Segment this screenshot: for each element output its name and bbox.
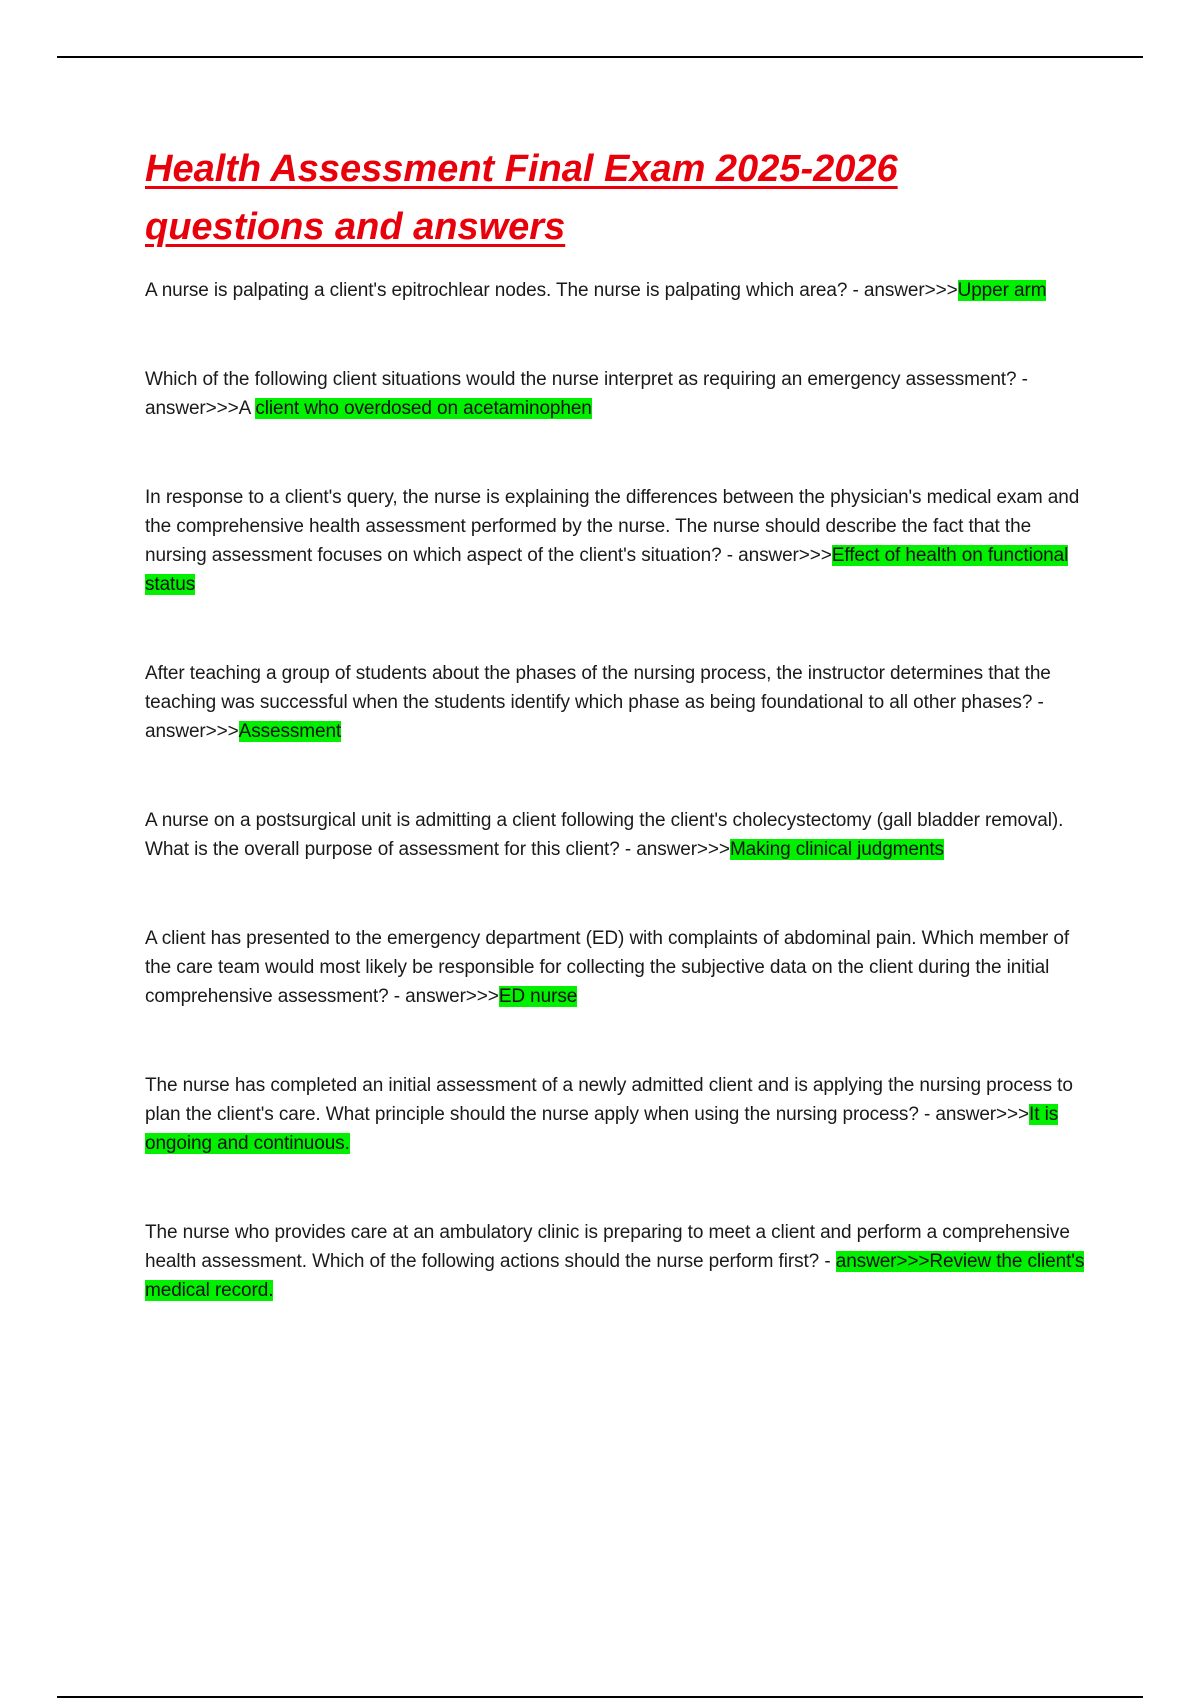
title-line-1: Health Assessment Final Exam 2025-2026	[145, 148, 898, 190]
qa-item	[145, 924, 1095, 1011]
question-text: Which of the following client situations would the nurse interpret as requiring an emergency assessment?	[145, 369, 1017, 390]
question-text: The nurse who provides care at an ambulatory clinic is preparing to meet a client and perform a comprehensive health assessment. Which of the following actions should the nurse perform first?	[145, 1222, 1070, 1272]
top-rule	[57, 56, 1143, 58]
highlighted-answer: Making clinical judgments	[729, 839, 944, 860]
question-text: A nurse is palpating a client's epitrochlear nodes. The nurse is palpating which area?	[145, 280, 848, 301]
qa-item	[145, 659, 1095, 746]
question-text: After teaching a group of students about the phases of the nursing process, the instructor determines that the teaching was successful when the students identify which phase as being foundational to all other phases?	[145, 663, 1051, 713]
qa-item	[145, 1071, 1095, 1158]
answer-marker: - answer>>>	[145, 369, 1028, 419]
question-text: A nurse on a postsurgical unit is admitting a client following the client's cholecystectomy (gall bladder removal). What is the overall purpose of assessment for this client?	[145, 810, 1064, 860]
answer-marker: - answer>>>	[619, 839, 730, 860]
highlighted-answer: client who overdosed on acetaminophen	[255, 398, 592, 419]
bottom-rule	[57, 1696, 1143, 1698]
title-line-2: questions and answers	[145, 206, 566, 248]
highlighted-answer: answer>>>Review the client's medical record.	[145, 1251, 1085, 1301]
answer-marker: - answer>>>	[918, 1104, 1030, 1125]
answer-marker: - answer>>>	[847, 280, 958, 301]
qa-item	[145, 276, 1095, 305]
question-text: In response to a client's query, the nurse is explaining the differences between the physician's medical exam and the comprehensive health assessment performed by the nurse. The nurse should describe the fact that the nursing assessment focuses on which aspect of the client's situation?	[145, 487, 1080, 566]
question-text: A client has presented to the emergency department (ED) with complaints of abdominal pain. Which member of the care team would most likely be responsible for collecting the subjective data on the client during the initial comprehensive assessment?	[145, 928, 1070, 1007]
answer-lead: A	[238, 398, 256, 419]
highlighted-answer: Assessment	[238, 721, 342, 742]
qa-item	[145, 365, 1095, 423]
document-title	[145, 140, 1095, 256]
highlighted-answer: Effect of health on functional status	[145, 545, 1069, 595]
document-body	[145, 140, 1095, 1365]
qa-item	[145, 806, 1095, 864]
answer-marker: - answer>>>	[145, 692, 1044, 742]
qa-item	[145, 1218, 1095, 1305]
highlighted-answer: ED nurse	[498, 986, 578, 1007]
question-text: The nurse has completed an initial assessment of a newly admitted client and is applying the nursing process to plan the client's care. What principle should the nurse apply when using the nursing process?	[145, 1075, 1073, 1125]
highlighted-answer: It is ongoing and continuous.	[145, 1104, 1059, 1154]
answer-dash: -	[819, 1251, 836, 1272]
question-list	[145, 276, 1095, 1305]
answer-marker: - answer>>>	[721, 545, 832, 566]
qa-item	[145, 483, 1095, 599]
highlighted-answer: Upper arm	[957, 280, 1047, 301]
answer-marker: - answer>>>	[388, 986, 499, 1007]
